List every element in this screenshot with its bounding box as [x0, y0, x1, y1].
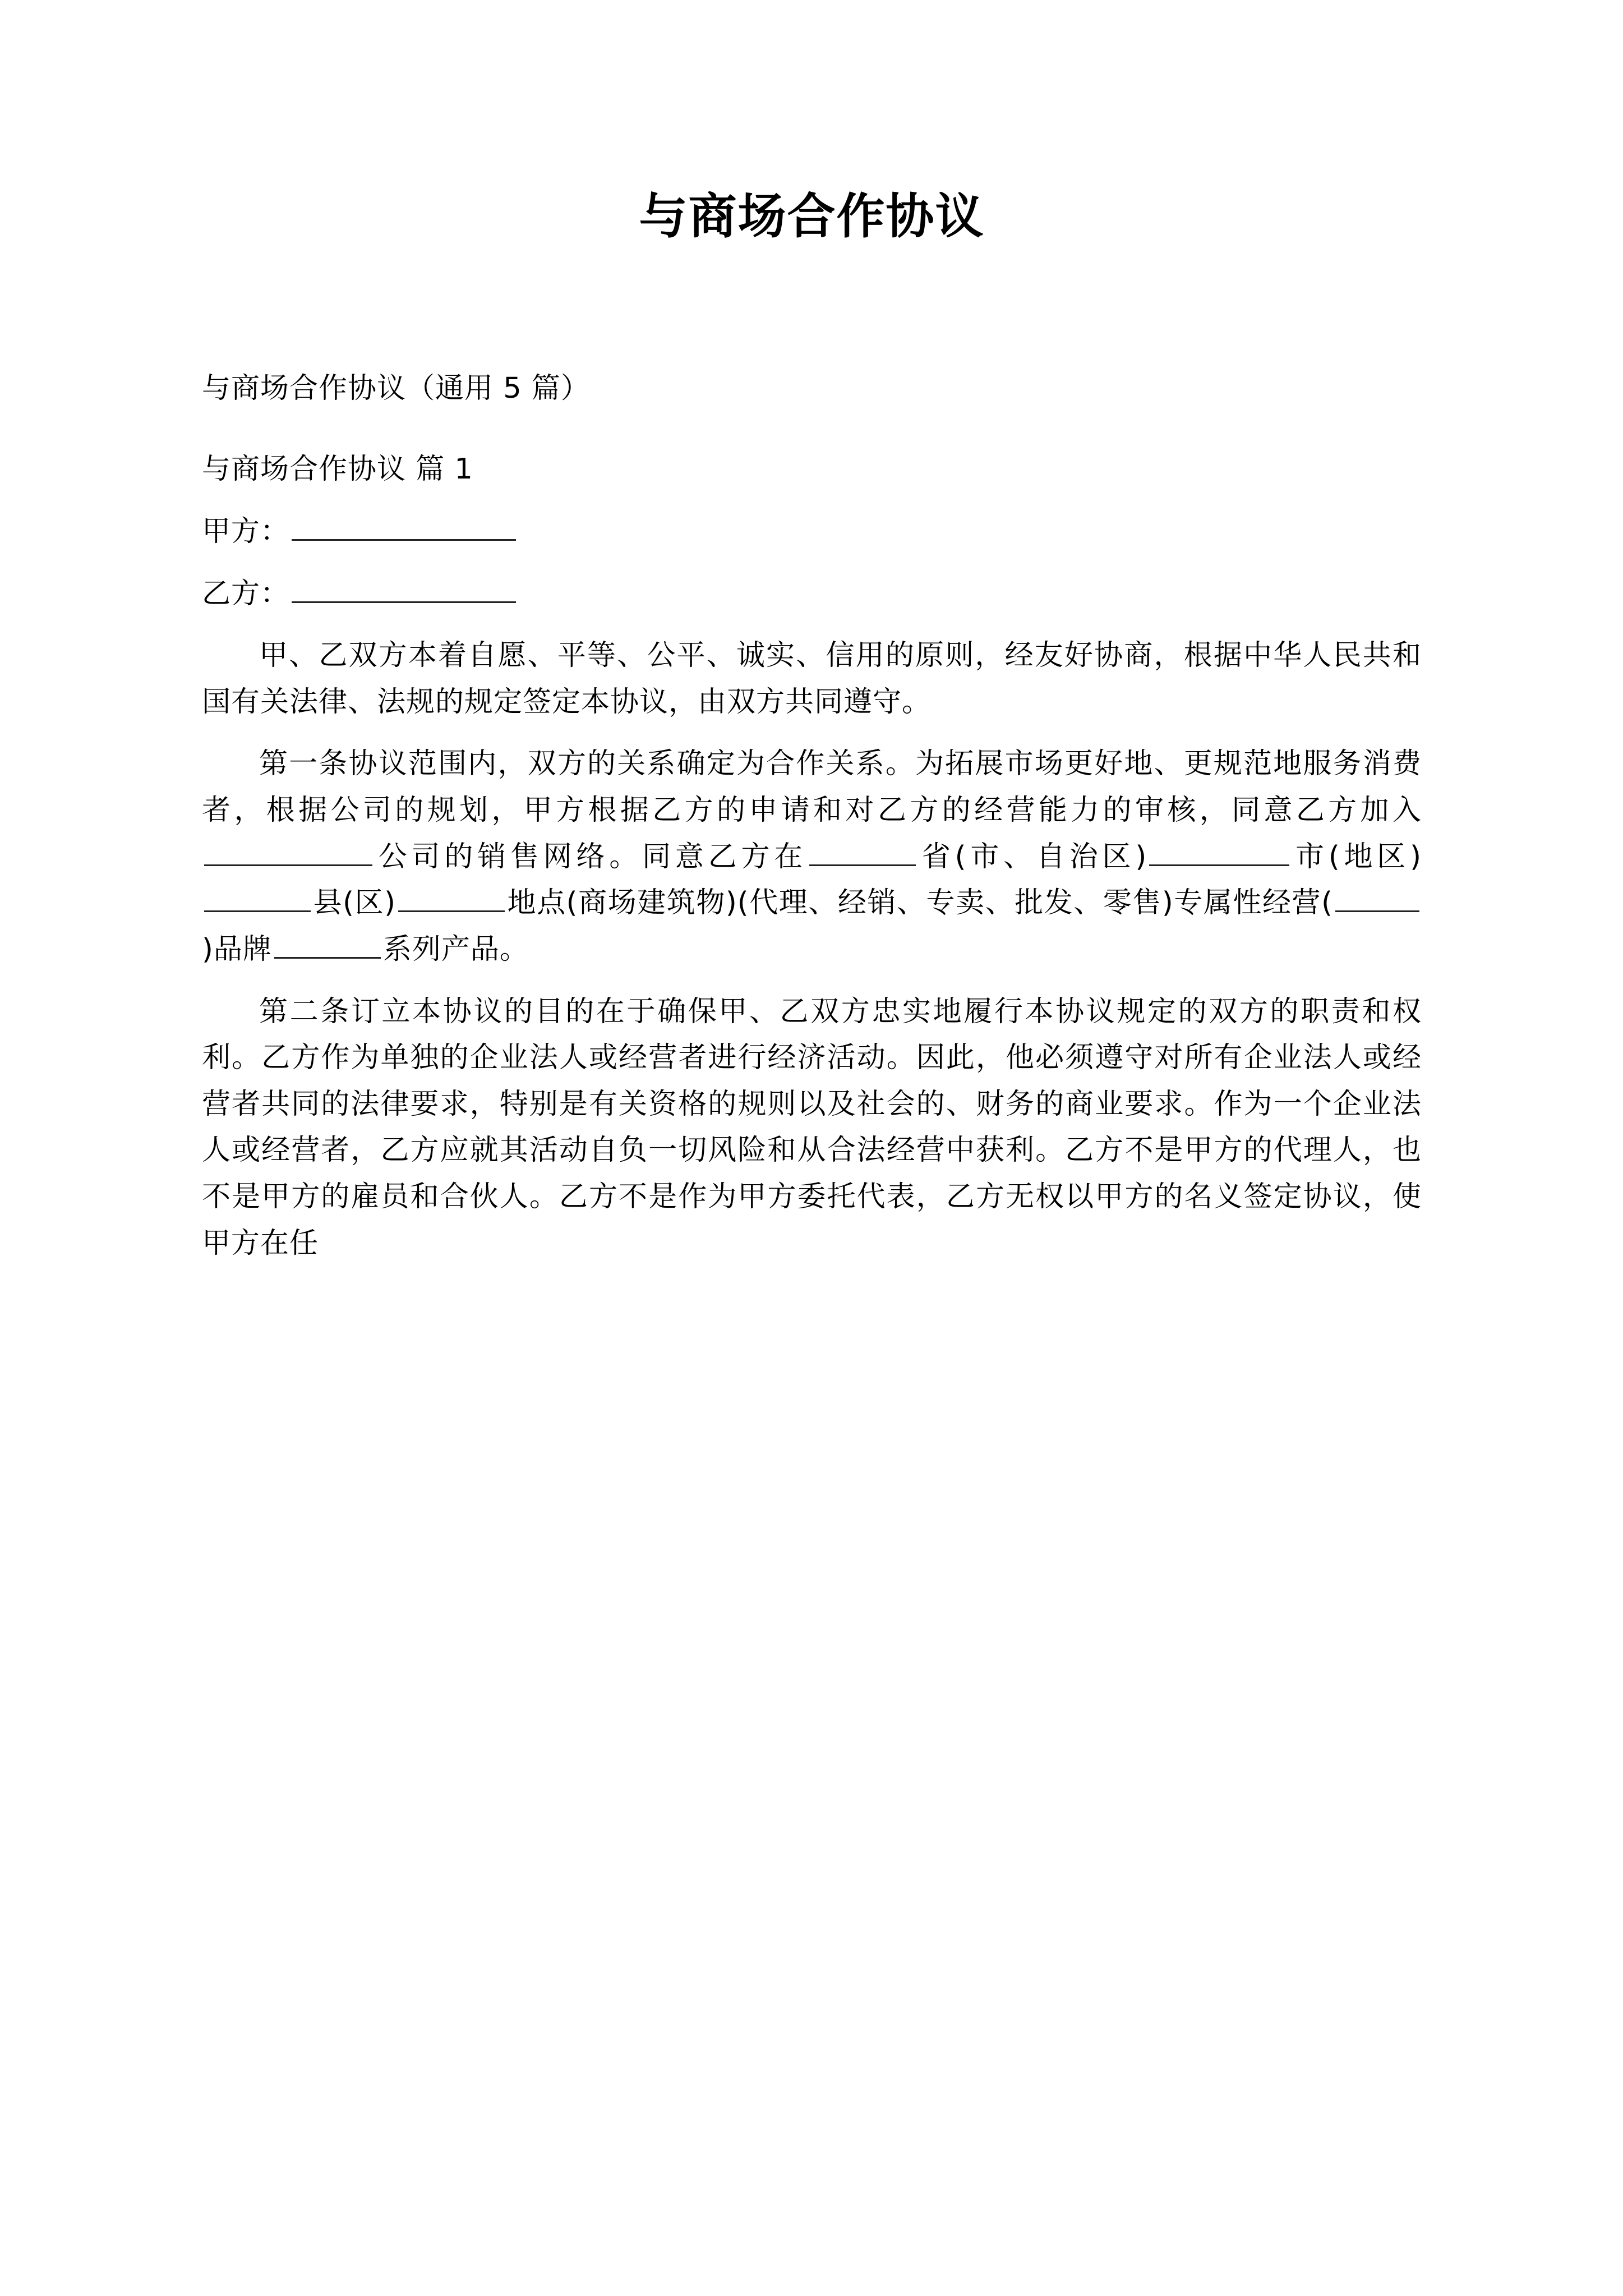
clause-one-part4: 市(地区)	[1292, 840, 1422, 873]
spacer-subtitle	[202, 427, 1422, 447]
party-a-line	[202, 509, 1422, 555]
clause-one-blank-brand-paren[interactable]	[1335, 886, 1419, 912]
clause-one-blank-company[interactable]	[204, 840, 372, 866]
section-heading: 与商场合作协议 篇 1	[202, 453, 473, 486]
party-b-line	[202, 571, 1422, 618]
clause-one-part8: 系列产品。	[382, 932, 529, 966]
party-a-label: 甲方：	[202, 515, 290, 549]
clause-one-part5: 县(区)	[313, 886, 396, 920]
clause-one-part1: 第一条协议范围内，双方的关系确定为合作关系。为拓展市场更好地、更规范地服务消费者，根据公司的规划，甲方根据乙方的申请和对乙方的经营能力的审核，同意乙方加入	[202, 747, 1422, 827]
document-subtitle: 与商场合作协议（通用 5 篇）	[202, 371, 590, 405]
clause-one-blank-province[interactable]	[809, 840, 916, 866]
clause-one-blank-series[interactable]	[274, 932, 381, 959]
party-b-blank-field[interactable]	[292, 577, 516, 603]
clause-one-blank-county[interactable]	[204, 886, 311, 912]
paragraph-clause-two: 第二条订立本协议的目的在于确保甲、乙双方忠实地履行本协议规定的双方的职责和权利。乙方作为单独的企业法人或经营者进行经济活动。因此，他必须遵守对所有企业法人或经营者共同的法律要求，特别是有关资格的规则以及社会的、财务的商业要求。作为一个企业法人或经营者，乙方应就其活动自负一切风险和从合法经营中获利。乙方不是甲方的代理人，也不是甲方的雇员和合伙人。乙方不是作为甲方委托代表，乙方无权以甲方的名义签定协议，使甲方在任	[202, 995, 1422, 1260]
clause-one-part2: 公司的销售网络。同意乙方在	[375, 840, 808, 873]
clause-one-blank-city[interactable]	[1149, 840, 1289, 866]
clause-one-part6: 地点(商场建筑物)(代理、经销、专卖、批发、零售)专属性经营(	[507, 886, 1333, 920]
page-title: 与商场合作协议	[639, 188, 985, 245]
clause-one-blank-location[interactable]	[398, 886, 505, 912]
clause-one-part7: )品牌	[202, 932, 272, 966]
title-spacer	[202, 248, 1422, 366]
clause-one-part3: 省(市、自治区)	[918, 840, 1147, 873]
paragraph-clause-one	[202, 741, 1422, 973]
document-content	[202, 0, 1422, 1282]
paragraph-preamble: 甲、乙双方本着自愿、平等、公平、诚实、信用的原则，经友好协商，根据中华人民共和国有关法律、法规的规定签定本协议，由双方共同遵守。	[202, 639, 1422, 719]
party-a-blank-field[interactable]	[292, 514, 516, 541]
party-b-label: 乙方：	[202, 577, 290, 610]
